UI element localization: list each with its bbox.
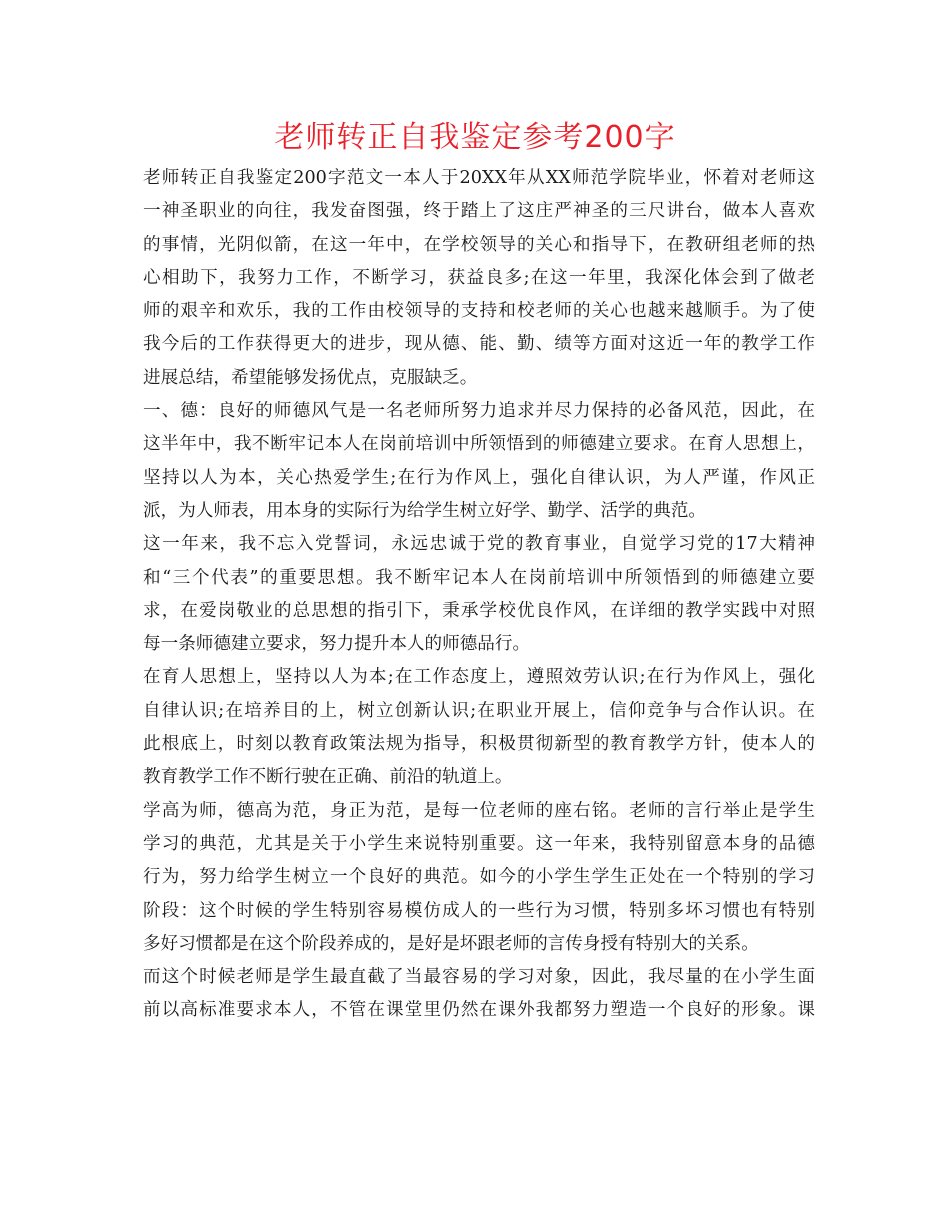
text-line: 自律认识;在培养目的上，树立创新认识;在职业开展上，信仰竞争与合作认识。在	[143, 700, 815, 721]
text-line: 一、德：良好的师德风气是一名老师所努力追求并尽力保持的必备风范，因此，在	[143, 401, 815, 422]
text-line: 此根底上，时刻以教育政策法规为指导，积极贯彻新型的教育教学方针，使本人的	[143, 734, 815, 755]
text-line: 学高为师，德高为范，身正为范，是每一位老师的座右铭。老师的言行举止是学生	[143, 800, 815, 821]
document-body	[143, 162, 815, 1028]
text-line: 派，为人师表，用本身的实际行为给学生树立好学、勤学、活学的典范。	[143, 500, 707, 521]
text-line: 这一年来，我不忘入党誓词，永远忠诚于党的教育事业，自觉学习党的17大精神	[143, 534, 815, 555]
text-line: 师的艰辛和欢乐，我的工作由校领导的支持和校老师的关心也越来越顺手。为了使	[143, 301, 815, 322]
text-line: 进展总结，希望能够发扬优点，克服缺乏。	[143, 367, 478, 388]
text-line: 这半年中，我不断牢记本人在岗前培训中所领悟到的师德建立要求。在育人思想上，	[143, 434, 815, 455]
text-line: 一神圣职业的向往，我发奋图强，终于踏上了这庄严神圣的三尺讲台，做本人喜欢	[143, 201, 815, 222]
text-line: 多好习惯都是在这个阶段养成的，是好是坏跟老师的言传身授有特别大的关系。	[143, 933, 759, 954]
text-line: 每一条师德建立要求，努力提升本人的师德品行。	[143, 634, 531, 655]
text-line: 老师转正自我鉴定200字范文一本人于20XX年从XX师范学院毕业，怀着对老师这	[143, 168, 815, 188]
text-line: 学习的典范，尤其是关于小学生来说特别重要。这一年来，我特别留意本身的品德	[143, 833, 815, 854]
text-line: 行为，努力给学生树立一个良好的典范。如今的小学生学生正处在一个特别的学习	[143, 867, 815, 888]
text-line: 坚持以人为本，关心热爱学生;在行为作风上，强化自律认识，为人严谨，作风正	[143, 467, 815, 488]
text-line: 而这个时候老师是学生最直截了当最容易的学习对象，因此，我尽量的在小学生面	[143, 967, 815, 988]
text-line: 和“三个代表”的重要思想。我不断牢记本人在岗前培训中所领悟到的师德建立要	[143, 567, 815, 588]
text-line: 的事情，光阴似箭，在这一年中，在学校领导的关心和指导下，在教研组老师的热	[143, 234, 815, 255]
text-line: 前以高标准要求本人，不管在课堂里仍然在课外我都努力塑造一个良好的形象。课	[143, 1000, 815, 1021]
text-line: 教育教学工作不断行驶在正确、前沿的轨道上。	[143, 767, 513, 788]
page-title: 老师转正自我鉴定参考200字	[274, 120, 676, 155]
text-line: 心相助下，我努力工作，不断学习，获益良多;在这一年里，我深化体会到了做老	[143, 267, 815, 288]
text-line: 求，在爱岗敬业的总思想的指引下，秉承学校优良作风，在详细的教学实践中对照	[143, 600, 815, 621]
text-line: 阶段：这个时候的学生特别容易模仿成人的一些行为习惯，特别多坏习惯也有特别	[143, 900, 815, 921]
text-line: 我今后的工作获得更大的进步，现从德、能、勤、绩等方面对这近一年的教学工作	[143, 334, 815, 355]
text-line: 在育人思想上，坚持以人为本;在工作态度上，遵照效劳认识;在行为作风上，强化	[143, 667, 815, 688]
